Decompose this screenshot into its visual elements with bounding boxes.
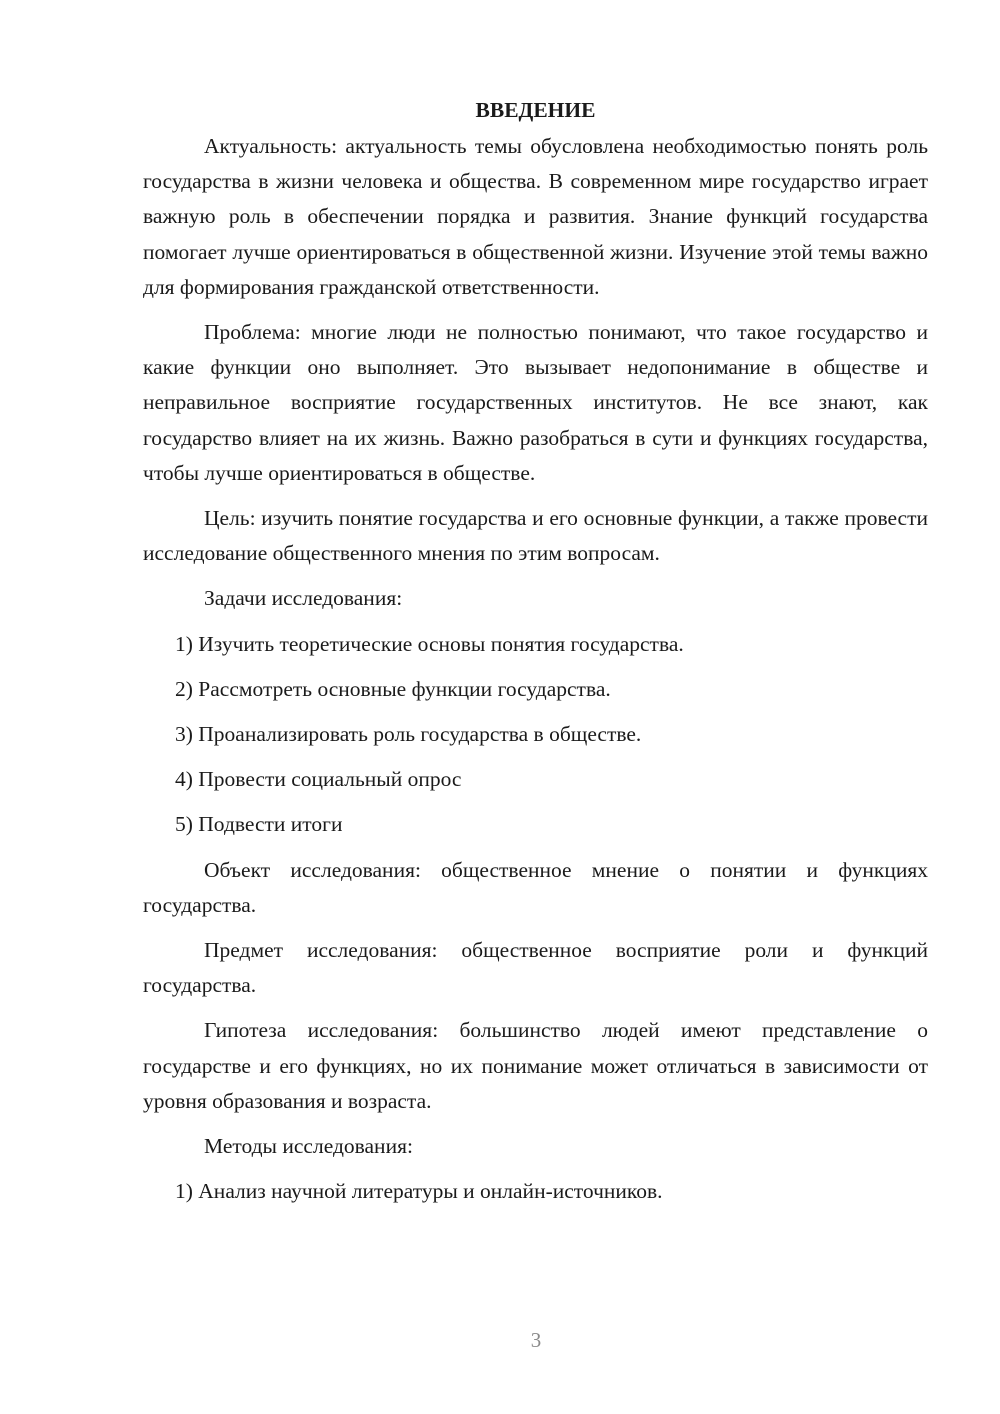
task-item-4: 4) Провести социальный опрос [175,767,462,792]
task-item-3: 3) Проанализировать роль государства в обществе. [175,722,642,747]
paragraph-goal: Цель: изучить понятие государства и его основные функции, а также провести исследование общественного мнения по этим вопросам. [143,506,928,566]
tasks-heading: Задачи исследования: [204,586,403,611]
paragraph-subject: Предмет исследования: общественное восприятие роли и функций государства. [143,938,928,998]
paragraph-problem: Проблема: многие люди не полностью понимают, что такое государство и какие функции оно выполняет. Это вызывает недопонимание в обществе и неправильное восприятие государственных институтов. Не все знают, как государство влияет на их жизнь. Важно разобраться в сути и функциях государства, чтобы лучше ориентироваться в обществе. [143,320,928,485]
section-title: ВВЕДЕНИЕ [475,98,596,122]
page-number: 3 [530,1328,542,1352]
paragraph-relevance: Актуальность: актуальность темы обусловлена необходимостью понять роль государства в жизни человека и общества. В современном мире государство играет важную роль в обеспечении порядка и развития. Знание функций государства помогает лучше ориентироваться в общественной жизни. Изучение этой темы важно для формирования гражданской ответственности. [143,134,928,299]
method-item-1: 1) Анализ научной литературы и онлайн-источников. [175,1179,663,1204]
task-item-5: 5) Подвести итоги [175,812,343,837]
task-item-1: 1) Изучить теоретические основы понятия государства. [175,631,684,656]
paragraph-hypothesis: Гипотеза исследования: большинство людей имеют представление о государстве и его функциях, но их понимание может отличаться в зависимости от уровня образования и возраста. [143,1018,928,1113]
task-item-2: 2) Рассмотреть основные функции государства. [175,676,611,701]
paragraph-object: Объект исследования: общественное мнение о понятии и функциях государства. [143,857,928,917]
document-page [143,93,928,1219]
methods-heading: Методы исследования: [204,1134,413,1159]
